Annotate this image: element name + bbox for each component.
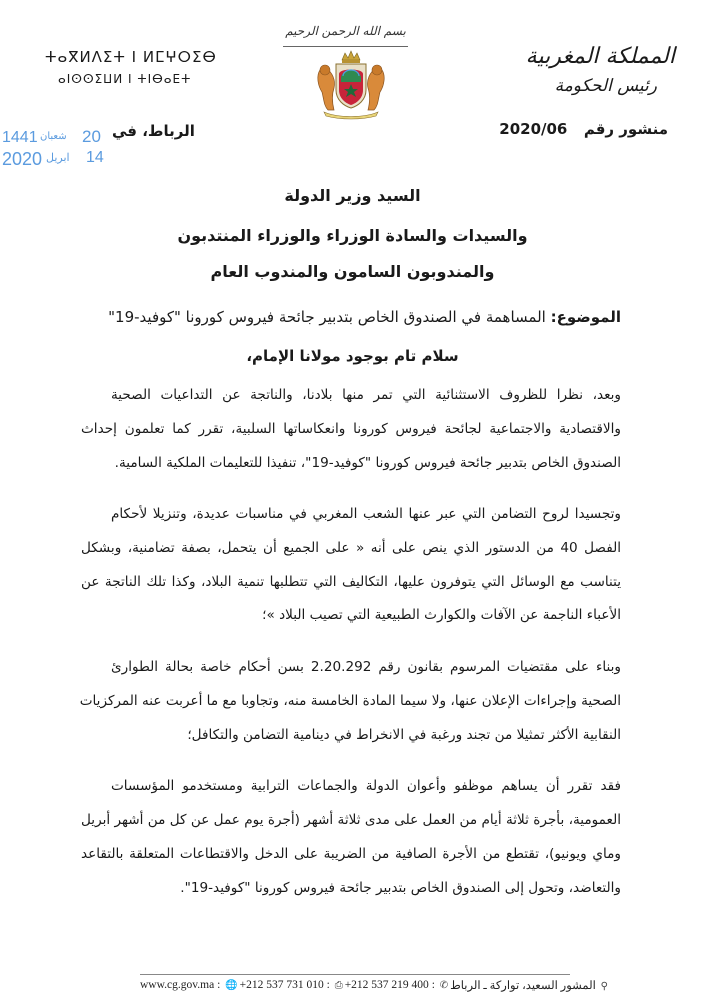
footer	[140, 978, 608, 992]
stamp-hijri-year: 1441	[2, 129, 38, 146]
footer-address-group	[450, 978, 610, 992]
circular-label: منشور رقم	[583, 120, 668, 138]
subject-label: الموضوع:	[550, 308, 621, 326]
phone-icon: ✆	[439, 980, 449, 991]
tifinagh-head-of-government: ⴰⵏⵙⵙⵉⵡⵍ ⵏ ⵜⵏⴱⴰⴹⵜ	[58, 72, 192, 86]
footer-phone-group: +212 537 219 400 : ✆	[344, 979, 449, 991]
footer-address: المشور السعيد، تواركة ـ الرباط	[450, 980, 596, 992]
paragraph-line: والتعاضد، وتحول إلى الصندوق الخاص بتدبير جائحة فيروس كورونا "كوفيد-19".	[180, 880, 621, 896]
paragraph-line: والاقتصادية والاجتماعية لجائحة فيروس كورونا وانعكاساتها السلبية، تقرر كما تعلمون إحداث	[81, 421, 621, 437]
head-of-government-title: رئيس الحكومة	[554, 76, 657, 96]
subject-text: المساهمة في الصندوق الخاص بتدبير جائحة فيروس كورونا "كوفيد-19"	[108, 308, 546, 326]
addressee-line: والمندوبون السامون والمندوب العام	[210, 262, 495, 281]
circular-number: 2020/06	[499, 120, 568, 138]
footer-website-group: www.cg.gov.ma : 🌐	[140, 979, 238, 991]
greeting: سلام تام بوجود مولانا الإمام،	[246, 347, 459, 365]
footer-website[interactable]: www.cg.gov.ma	[140, 979, 215, 991]
basmala: بسم الله الرحمن الرحيم	[283, 24, 408, 47]
subject-line	[108, 308, 621, 326]
place-date: الرباط، في	[112, 122, 195, 140]
footer-divider	[140, 974, 570, 975]
tifinagh-kingdom: ⵜⴰⴳⵍⴷⵉⵜ ⵏ ⵍⵎⵖⵔⵉⴱ	[45, 48, 217, 66]
stamp-hijri-month: شعبان	[40, 131, 67, 142]
paragraph-line: وتجسيدا لروح التضامن التي عبر عنها الشعب المغربي في مناسبات عديدة، وتنزيلا لأحكام	[111, 506, 621, 522]
date-stamp	[0, 128, 110, 172]
globe-icon: 🌐	[225, 980, 238, 991]
coat-of-arms-icon	[314, 50, 388, 120]
paragraph-line: الأعباء الناجمة عن الآفات والكوارث الطبيعية التي تصيب البلاد »؛	[262, 607, 621, 623]
paragraph-line: العمومية، بأجرة ثلاثة أيام من العمل على مدى ثلاثة أشهر (أجرة يوم عمل عن كل من أشهر أبريل	[81, 812, 621, 828]
stamp-gregorian-month: ابريل	[46, 152, 70, 164]
stamp-gregorian-day: 14	[86, 149, 104, 166]
circular-number-line	[499, 120, 668, 138]
paragraph-line: الفصل 40 من الدستور الذي ينص على أنه « على الجميع أن يتحمل، بصفة تضامنية، وبشكل	[81, 540, 622, 556]
paragraph-line: الصندوق الخاص بتدبير جائحة فيروس كورونا "كوفيد-19"، تنفيذا للتعليمات الملكية السامية.	[114, 455, 621, 471]
footer-phone: +212 537 219 400	[344, 979, 429, 991]
stamp-hijri-day: 20	[82, 127, 101, 146]
paragraph-line: وبعد، نظرا للظروف الاستثنائية التي تمر منها بلادنا، والناتجة عن التداعيات الصحية	[111, 387, 621, 403]
footer-fax: +212 537 731 010	[239, 979, 324, 991]
paragraph-line: يتناسب مع الوسائل التي يتوفرون عليها، التكاليف التي تتطلبها تنمية البلاد، وكذا تلك الناتجة عن	[81, 574, 621, 590]
addressee-line: والسيدات والسادة الوزراء والوزراء المنتدبون	[177, 226, 528, 245]
stamp-gregorian-year: 2020	[2, 149, 43, 169]
fax-icon: ⎙	[334, 980, 343, 991]
location-pin-icon: ⚲	[600, 981, 608, 992]
paragraph-line: وماي ويونيو)، تقتطع من الأجرة الصافية من الضريبة على الدخل والاقتطاعات المتعلقة بالتقاعد	[81, 846, 621, 862]
addressee-line: السيد وزير الدولة	[284, 186, 421, 205]
paragraph-line: الصحية وإجراءات الإعلان عنها، ولا سيما المادة الخامسة منه، وتجاوبا مع ما أعربت عنه المركزيات	[79, 693, 621, 709]
paragraph-line: النقابية الأكثر تمثيلا من تجند ورغبة في الانخراط في دينامية التضامن والتكافل؛	[187, 727, 621, 743]
paragraph-line: فقد تقرر أن يساهم موظفو وأعوان الدولة والجماعات الترابية ومستخدمو المؤسسات	[111, 778, 621, 794]
kingdom-title: المملكة المغربية	[525, 44, 675, 69]
paragraph-line: وبناء على مقتضيات المرسوم بقانون رقم 2.20.292 بسن أحكام خاصة بحالة الطوارئ	[111, 659, 621, 675]
footer-fax-group: +212 537 731 010 : ⎙	[239, 979, 343, 991]
